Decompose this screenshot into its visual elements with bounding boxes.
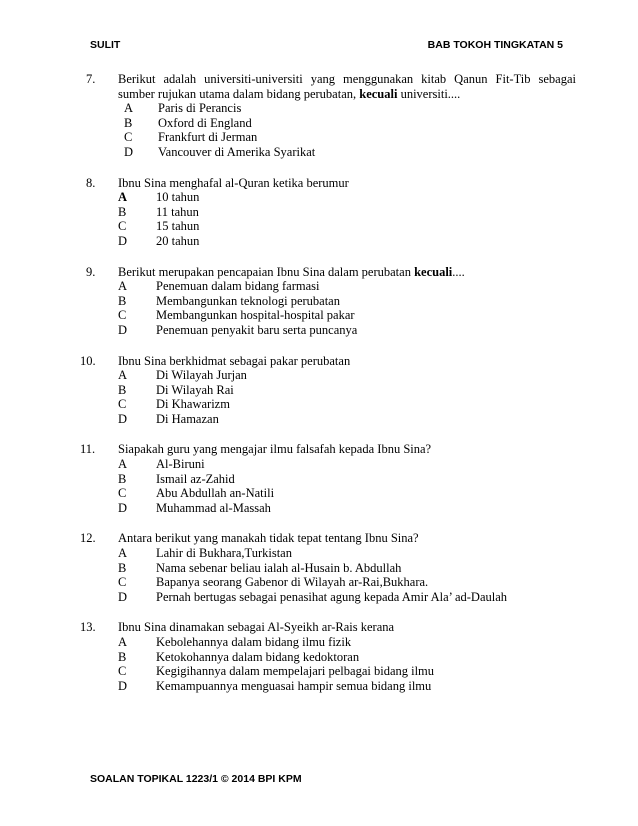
option-text: 15 tahun (156, 219, 200, 234)
option-letter: A (118, 279, 128, 294)
option-letter: B (118, 560, 127, 575)
option-letter: C (118, 308, 127, 323)
option-letter: D (118, 589, 128, 604)
option-letter: A (124, 101, 134, 116)
stem-text-end: universiti.... (397, 86, 461, 101)
question-number: 11. (80, 442, 96, 457)
options-list (118, 190, 638, 248)
option-letter: C (118, 219, 127, 234)
option-a (118, 546, 638, 561)
option-c (118, 219, 638, 234)
question-7 (0, 72, 638, 160)
question-number: 12. (80, 531, 96, 546)
option-text: Penemuan penyakit baru serta puncanya (156, 322, 358, 337)
stem-emphasis: kecuali (359, 86, 398, 101)
option-b (118, 650, 638, 665)
question-number: 13. (80, 620, 96, 635)
option-a (118, 368, 638, 383)
question-stem: Ibnu Sina berkhidmat sebagai pakar perubatan (118, 353, 351, 368)
question-stem: Antara berikut yang manakah tidak tepat tentang Ibnu Sina? (118, 531, 419, 546)
option-text: Bapanya seorang Gabenor di Wilayah ar-Rai,Bukhara. (156, 575, 429, 590)
question-8 (0, 176, 638, 249)
option-text: Di Khawarizm (156, 397, 230, 412)
option-a (118, 635, 638, 650)
question-number: 10. (80, 353, 96, 368)
option-text: Di Hamazan (156, 411, 219, 426)
question-stem: Ibnu Sina menghafal al-Quran ketika berumur (118, 175, 349, 190)
option-c (118, 308, 638, 323)
option-letter: B (118, 204, 127, 219)
question-stem (118, 72, 576, 101)
option-text: Nama sebenar beliau ialah al-Husain b. Abdullah (156, 560, 402, 575)
option-letter: A (118, 635, 128, 649)
option-text: Oxford di England (158, 115, 252, 130)
option-b (118, 472, 638, 487)
option-text: Di Wilayah Rai (156, 382, 234, 397)
option-letter: B (118, 382, 127, 397)
option-letter: A (118, 190, 128, 205)
option-d (118, 590, 638, 605)
stem-emphasis: kecuali (414, 264, 453, 279)
question-list (0, 72, 638, 709)
question-stem: Siapakah guru yang mengajar ilmu falsafah kepada Ibnu Sina? (118, 442, 432, 457)
option-d (118, 679, 638, 694)
option-letter: B (124, 115, 133, 130)
option-d (118, 412, 638, 427)
option-text: Muhammad al-Massah (156, 500, 271, 515)
option-text: Kegigihannya dalam mempelajari pelbagai bidang ilmu (156, 664, 435, 679)
option-a (118, 279, 638, 294)
option-d (118, 501, 638, 516)
header-right-label: BAB TOKOH TINGKATAN 5 (427, 39, 563, 51)
option-text: Paris di Perancis (158, 101, 242, 116)
question-number: 8. (86, 175, 96, 190)
question-number: 9. (86, 264, 96, 279)
option-b (118, 116, 638, 131)
option-letter: D (118, 500, 128, 515)
question-13 (0, 620, 638, 693)
options-list (118, 635, 638, 693)
option-d (118, 145, 638, 160)
stem-text-end: .... (452, 264, 465, 279)
option-text: Vancouver di Amerika Syarikat (158, 144, 316, 159)
option-letter: D (118, 322, 128, 337)
option-a (118, 190, 638, 205)
option-b (118, 383, 638, 398)
option-letter: C (118, 664, 127, 679)
option-text: Membangunkan teknologi perubatan (156, 293, 340, 308)
option-letter: D (118, 411, 128, 426)
question-12 (0, 531, 638, 604)
option-text: Pernah bertugas sebagai penasihat agung kepada Amir Ala’ ad-Daulah (156, 589, 508, 604)
option-letter: C (118, 575, 127, 590)
option-text: Lahir di Bukhara,Turkistan (156, 546, 292, 561)
footer-label: SOALAN TOPIKAL 1223/1 © 2014 BPI KPM (90, 773, 302, 785)
options-list (118, 368, 638, 426)
option-text: Ismail az-Zahid (156, 471, 235, 486)
option-a (118, 101, 638, 116)
options-list (118, 546, 638, 604)
option-b (118, 205, 638, 220)
option-c (118, 486, 638, 501)
option-text: Kemampuannya menguasai hampir semua bidang ilmu (156, 678, 432, 693)
question-10 (0, 354, 638, 427)
option-letter: C (118, 486, 127, 501)
option-text: Frankfurt di Jerman (158, 130, 258, 145)
option-text: Ketokohannya dalam bidang kedoktoran (156, 649, 360, 664)
option-text: Abu Abdullah an-Natili (156, 486, 275, 501)
question-stem: Ibnu Sina dinamakan sebagai Al-Syeikh ar-Rais kerana (118, 620, 395, 635)
option-letter: A (118, 546, 128, 561)
options-list (118, 101, 638, 159)
option-text: Kebolehannya dalam bidang ilmu fizik (156, 635, 352, 649)
option-text: 10 tahun (156, 190, 200, 205)
option-letter: C (124, 130, 133, 145)
question-number: 7. (86, 72, 96, 86)
option-c (118, 397, 638, 412)
question-stem (118, 265, 576, 280)
option-c (118, 575, 638, 590)
options-list (118, 457, 638, 515)
option-text: Al-Biruni (156, 457, 205, 472)
option-letter: A (118, 457, 128, 472)
option-text: Di Wilayah Jurjan (156, 368, 247, 383)
stem-text: Berikut adalah universiti-universiti yang menggunakan kitab Qanun Fit-Tib sebagai sumber rujukan utama dalam bidang perubatan, (118, 72, 576, 101)
option-text: Membangunkan hospital-hospital pakar (156, 308, 355, 323)
option-c (118, 664, 638, 679)
option-letter: D (118, 678, 128, 693)
option-letter: B (118, 293, 127, 308)
option-letter: C (118, 397, 127, 412)
option-a (118, 457, 638, 472)
option-text: 11 tahun (156, 204, 199, 219)
option-c (118, 130, 638, 145)
option-text: 20 tahun (156, 233, 200, 248)
option-letter: B (118, 471, 127, 486)
stem-text: Berikut merupakan pencapaian Ibnu Sina dalam perubatan (118, 264, 415, 279)
question-11 (0, 442, 638, 515)
option-letter: B (118, 649, 127, 664)
option-d (118, 323, 638, 338)
header-left-label: SULIT (90, 39, 121, 51)
option-text: Penemuan dalam bidang farmasi (156, 279, 320, 294)
option-d (118, 234, 638, 249)
option-b (118, 294, 638, 309)
options-list (118, 279, 638, 337)
option-letter: D (118, 233, 128, 248)
question-9 (0, 265, 638, 338)
option-b (118, 561, 638, 576)
option-letter: D (124, 144, 134, 159)
option-letter: A (118, 368, 128, 383)
